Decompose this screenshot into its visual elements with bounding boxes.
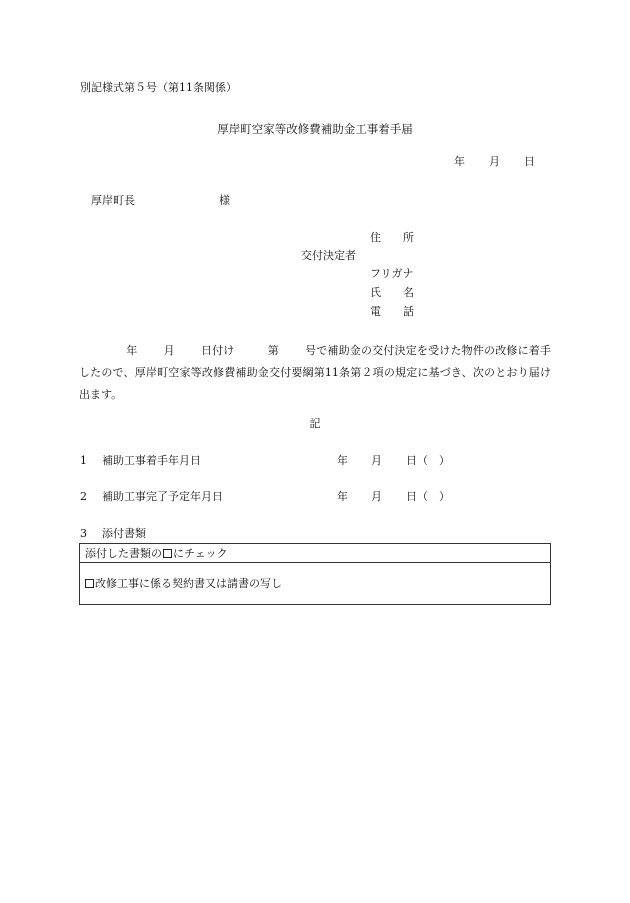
attachment-item [80, 577, 550, 591]
body-text: 号で補助金の交付決定を受けた物件の改修に着手したので、厚岸町空家等改修費補助金交付要綱第11条第２項の規定に基づき、次のとおり届け出ます。 [79, 344, 551, 401]
body-month: 月 [163, 344, 175, 357]
checkbox-icon [163, 549, 172, 558]
item-year: 年 [337, 454, 348, 467]
header-text-after: にチェック [173, 547, 228, 560]
attachment-item-label: 改修工事に係る契約書又は請書の写し [95, 577, 282, 590]
item-3 [80, 527, 146, 541]
date-year-label: 年 [454, 155, 465, 168]
item-day: 日（ ） [406, 454, 450, 467]
item-2 [80, 490, 223, 504]
item-1 [80, 454, 201, 468]
body-year: 年 [126, 344, 138, 357]
body-paragraph [79, 340, 551, 406]
item-month: 月 [371, 490, 382, 503]
phone-label: 電 話 [370, 305, 414, 318]
applicant-role-label: 交付決定者 [301, 249, 356, 262]
address-label: 住 所 [370, 231, 414, 244]
item-2-date [337, 490, 450, 504]
item-year: 年 [337, 490, 348, 503]
date-day-label: 日 [524, 155, 535, 168]
body-day-dated: 日付け [200, 344, 235, 357]
attachment-checkbox[interactable] [85, 579, 94, 588]
addressee [91, 194, 230, 208]
addressee-name: 厚岸町長 [91, 194, 135, 207]
item-month: 月 [371, 454, 382, 467]
submission-date [454, 155, 535, 169]
item-number: 2 [80, 490, 87, 503]
item-number: 3 [80, 527, 87, 540]
date-month-label: 月 [489, 155, 500, 168]
header-text-before: 添付した書類の [85, 547, 162, 560]
attachments-box-header [80, 544, 550, 563]
form-id: 別記様式第５号（第11条関係） [80, 81, 237, 94]
document-title: 厚岸町空家等改修費補助金工事着手届 [217, 122, 413, 136]
furigana-label: フリガナ [370, 267, 414, 280]
item-day: 日（ ） [406, 490, 450, 503]
item-label: 補助工事着手年月日 [102, 454, 201, 467]
attachments-heading: 添付書類 [102, 527, 146, 540]
body-dai: 第 [267, 344, 279, 357]
name-label: 氏 名 [370, 286, 414, 299]
addressee-honorific: 様 [219, 194, 230, 207]
item-number: 1 [80, 454, 87, 467]
item-label: 補助工事完了予定年月日 [102, 490, 223, 503]
item-1-date [337, 454, 450, 468]
ki-heading: 記 [309, 417, 321, 430]
attachments-box [79, 543, 551, 605]
